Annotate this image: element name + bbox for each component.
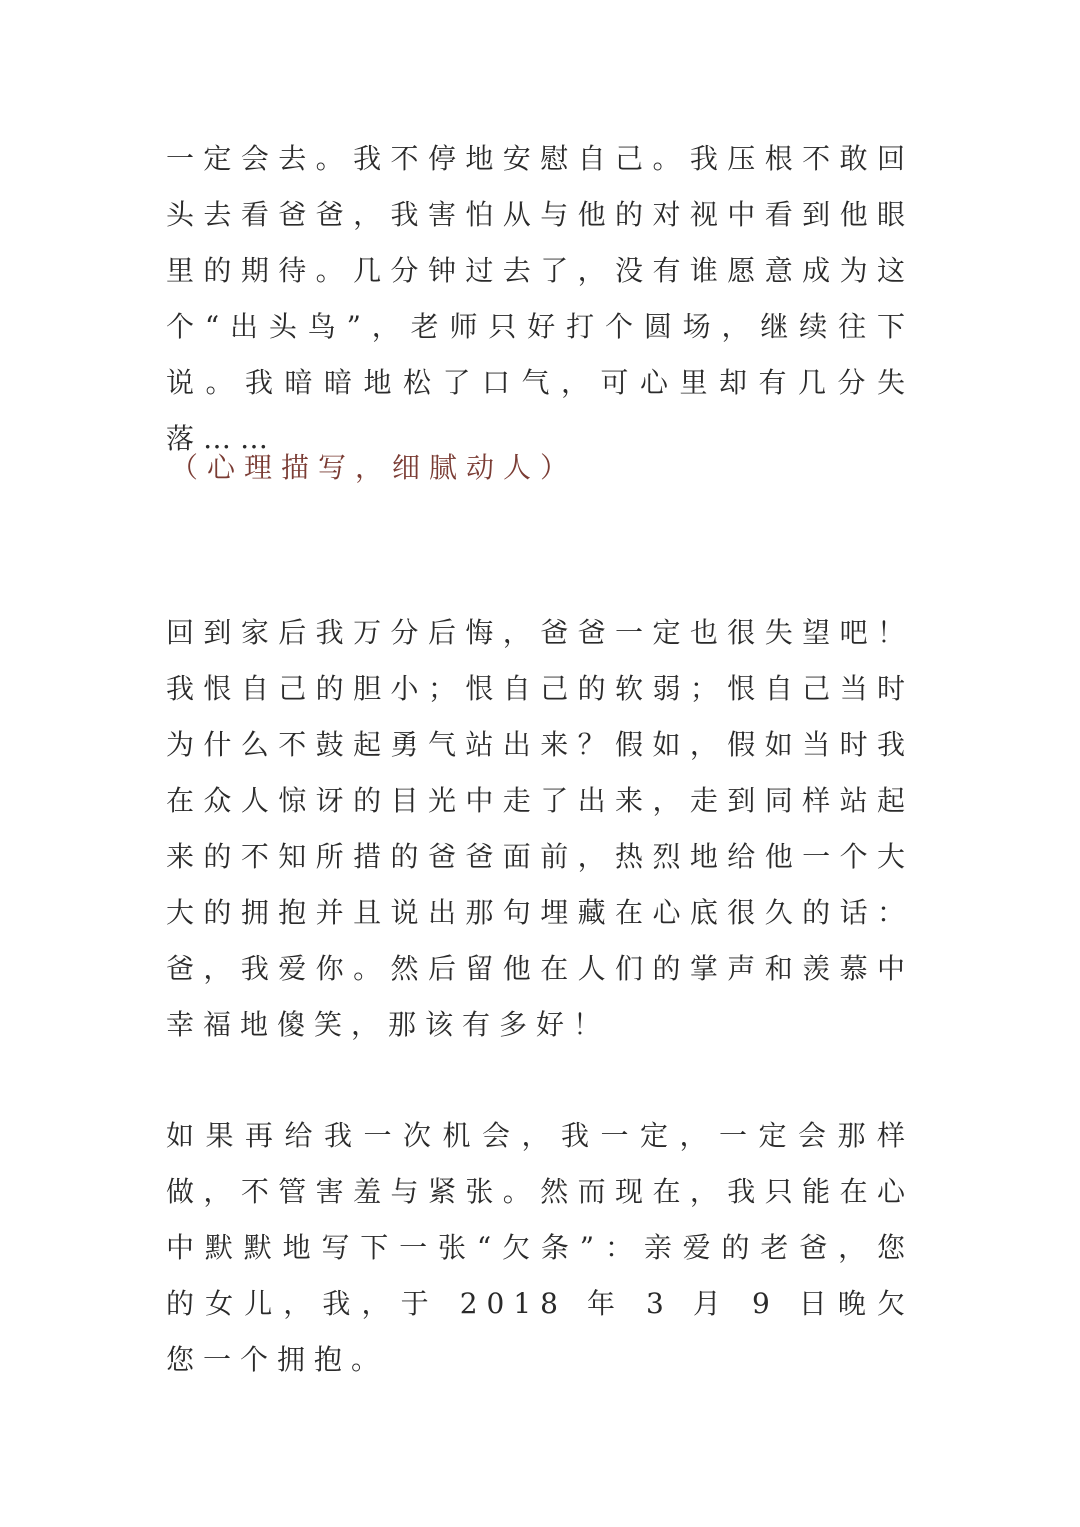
paragraph-3: 如果再给我一次机会，我一定，一定会那样做，不管害羞与紧张。然而现在，我只能在心中默默地写下一张“欠条”：亲爱的老爸，您的女儿，我，于 2018 年 3 月 9 日晚欠您一个拥抱。 xyxy=(166,1119,914,1376)
annotation-comment: （心理描写，细腻动人） xyxy=(170,451,578,484)
paragraph-2: 回到家后我万分后悔，爸爸一定也很失望吧！我恨自己的胆小；恨自己的软弱；恨自己当时为什么不鼓起勇气站出来？假如，假如当时我在众人惊讶的目光中走了出来，走到同样站起来的不知所措的爸爸面前，热烈地给他一个大大的拥抱并且说出那句埋藏在心底很久的话：爸，我爱你。然后留他在人们的掌声和羡慕中幸福地傻笑，那该有多好！ xyxy=(166,616,914,1041)
paragraph-1: 一定会去。我不停地安慰自己。我压根不敢回头去看爸爸，我害怕从与他的对视中看到他眼里的期待。几分钟过去了，没有谁愿意成为这个“出头鸟”，老师只好打个圆场，继续往下说。我暗暗地松了口气，可心里却有几分失落…… xyxy=(166,142,914,455)
